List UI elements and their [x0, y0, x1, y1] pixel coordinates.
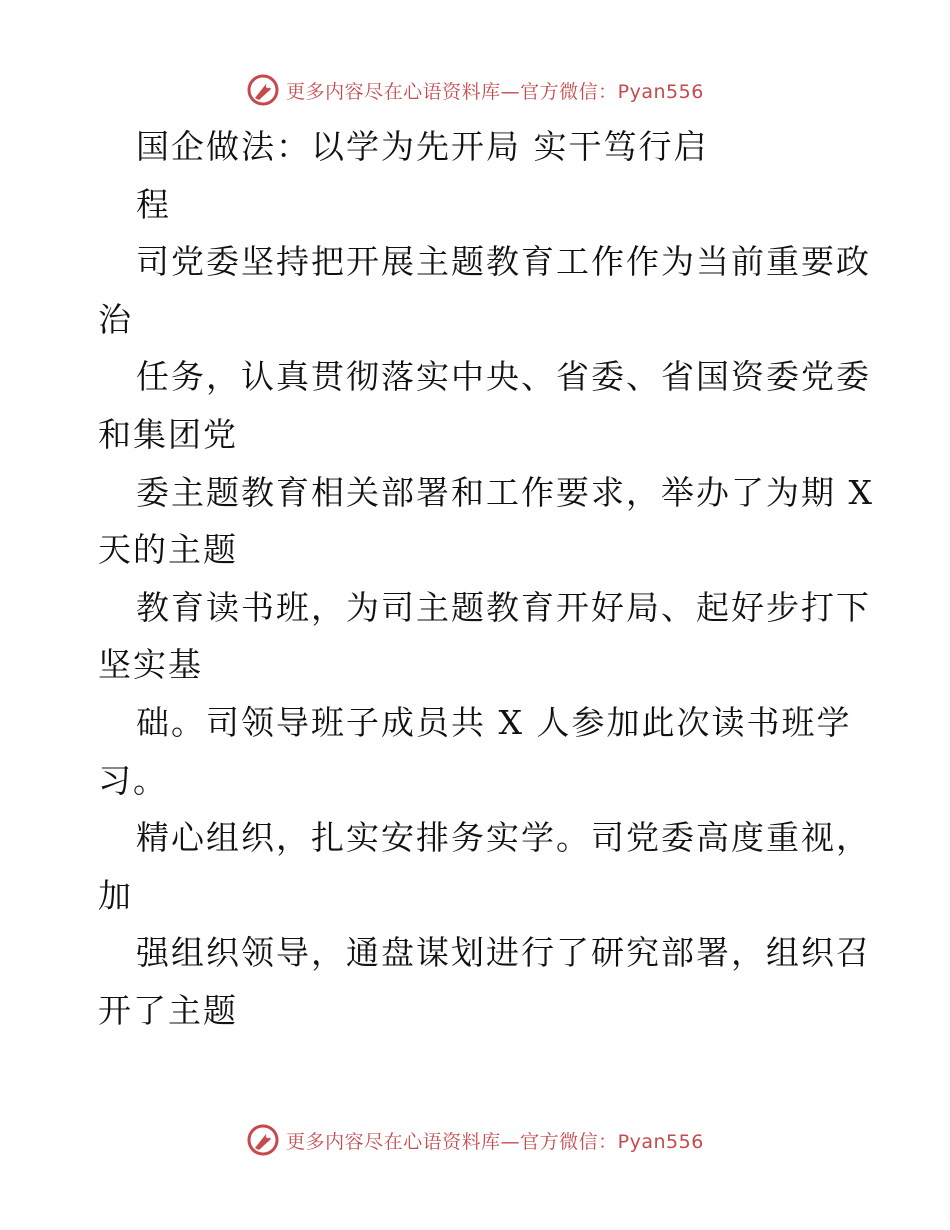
paragraph-line: 治: [98, 299, 133, 339]
paragraph-line: 司党委坚持把开展主题教育工作作为当前重要政: [136, 242, 871, 282]
paragraph-line: 坚实基: [98, 645, 203, 685]
header-banner-content: [246, 73, 704, 107]
paragraph-line: 开了主题: [98, 990, 238, 1030]
paragraph-line: 精心组织，扎实安排务实学。司党委高度重视，: [136, 818, 871, 858]
paragraph-line: 天的主题: [98, 530, 238, 570]
paragraph-line: 和集团党: [98, 414, 238, 454]
header-banner-text: 更多内容尽在心语资料库—官方微信：Pyan556: [286, 80, 704, 103]
paragraph-line: 任务，认真贯彻落实中央、省委、省国资委党委: [136, 357, 871, 397]
document-title-line: 国企做法：以学为先开局 实干笃行启: [136, 127, 709, 166]
footer-banner-content: [246, 1123, 704, 1157]
paragraph-line: 习。: [98, 760, 168, 800]
paragraph-line: 强组织领导，通盘谋划进行了研究部署，组织召: [136, 933, 871, 973]
footer-banner: [0, 1120, 950, 1160]
paragraph-line: 委主题教育相关部署和工作要求，举办了为期 X: [136, 472, 874, 512]
paragraph-line: 础。司领导班子成员共 X 人参加此次读书班学: [136, 702, 852, 742]
footer-banner-text: 更多内容尽在心语资料库—官方微信：Pyan556: [286, 1130, 704, 1153]
pen-nib-icon: [246, 73, 280, 107]
paragraph-line: 加: [98, 875, 133, 915]
document-body: [98, 118, 874, 1040]
header-banner: [0, 70, 950, 110]
pen-nib-icon: [246, 1123, 280, 1157]
paragraph-line: 教育读书班，为司主题教育开好局、起好步打下: [136, 587, 871, 627]
document-title-line: 程: [136, 184, 171, 224]
